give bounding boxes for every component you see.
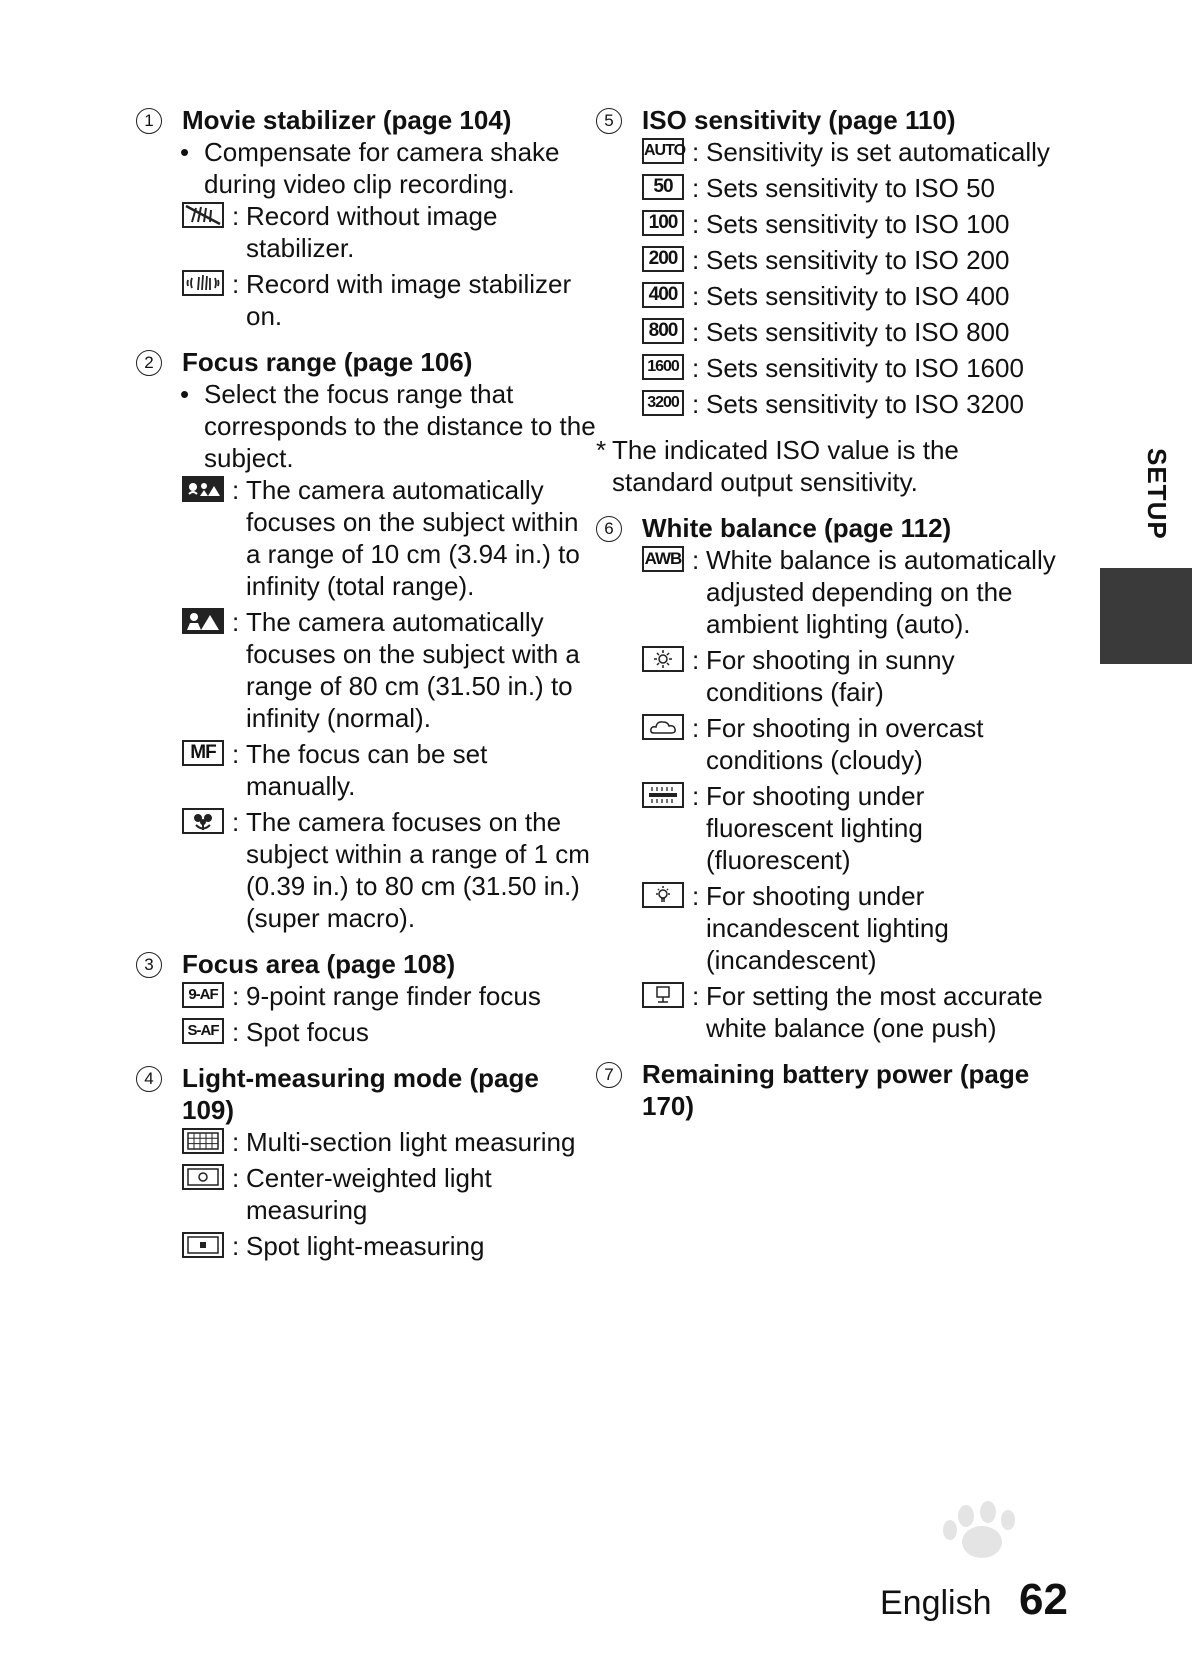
section-heading xyxy=(136,346,596,378)
list-item: MF : The focus can be set manually. xyxy=(136,738,596,802)
sunny-icon xyxy=(642,646,684,672)
macro-mountain-icon xyxy=(182,476,224,502)
section-movie-stabilizer xyxy=(136,104,596,332)
item-text: The camera automatically focuses on the subject within a range of 10 cm (3.94 in.) to infinity (total range). xyxy=(246,475,580,601)
item-text: Multi-section light measuring xyxy=(246,1127,576,1157)
item-text: For setting the most accurate white balance (one push) xyxy=(706,981,1043,1043)
list-item: : Center-weighted light measuring xyxy=(136,1162,596,1226)
list-item: AWB : White balance is automatically adjusted depending on the ambient lighting (auto). xyxy=(596,544,1056,640)
section-title: Focus range (page 106) xyxy=(182,347,473,377)
item-text: Record with image stabilizer on. xyxy=(246,269,572,331)
section-heading xyxy=(136,1062,596,1126)
list-item: 800 : Sets sensitivity to ISO 800 xyxy=(596,316,1056,348)
item-text: Sets sensitivity to ISO 50 xyxy=(706,173,996,203)
item-text: The focus can be set manually. xyxy=(246,739,488,801)
list-item: S-AF : Spot focus xyxy=(136,1016,596,1048)
section-title: Remaining battery power (page 170) xyxy=(642,1059,1030,1121)
incandescent-icon xyxy=(642,882,684,908)
list-item: : The camera automatically focuses on the subject with a range of 80 cm (31.50 in.) to infinity (normal). xyxy=(136,606,596,734)
section-number: 1 xyxy=(136,108,162,134)
super-macro-icon xyxy=(182,808,224,834)
list-item: AUTO : Sensitivity is set automatically xyxy=(644,137,1050,167)
bullet-text: • Select the focus range that corresponds to the distance to the subject. xyxy=(136,378,596,474)
fluorescent-icon xyxy=(642,782,684,808)
item-text: For shooting under fluorescent lighting (fluorescent) xyxy=(706,781,925,875)
list-item: : Record without image stabilizer. xyxy=(136,200,596,264)
item-text: Sets sensitivity to ISO 200 xyxy=(706,245,1010,275)
list-item: : The camera focuses on the subject within a range of 1 cm (0.39 in.) to 80 cm (31.50 in.) (super macro). xyxy=(136,806,596,934)
list-item: : For shooting under fluorescent lighting (fluorescent) xyxy=(596,780,1056,876)
section-heading xyxy=(596,512,1056,544)
iso-400-icon: 400 xyxy=(642,282,684,308)
list-item: 50 : Sets sensitivity to ISO 50 xyxy=(596,172,1056,204)
page-number: 62 xyxy=(1018,1575,1068,1624)
section-number: 2 xyxy=(136,350,162,376)
item-text: Spot focus xyxy=(246,1017,369,1047)
iso-footnote: * The indicated ISO value is the standard output sensitivity. xyxy=(596,435,959,497)
section-focus-area xyxy=(136,948,596,1048)
section-focus-range xyxy=(136,346,596,934)
section-number: 7 xyxy=(596,1062,622,1088)
section-title: Light-measuring mode (page 109) xyxy=(182,1063,539,1125)
list-item: : For shooting in sunny conditions (fair) xyxy=(596,644,1056,708)
list-item: 200 : Sets sensitivity to ISO 200 xyxy=(596,244,1056,276)
iso-1600-icon: 1600 xyxy=(642,354,684,380)
list-item: : Spot light-measuring xyxy=(136,1230,596,1262)
list-item: 1600 : Sets sensitivity to ISO 1600 xyxy=(596,352,1056,384)
stabilizer-on-icon xyxy=(182,270,224,296)
item-text: The camera focuses on the subject within a range of 1 cm (0.39 in.) to 80 cm (31.50 in.) (super macro). xyxy=(246,807,590,933)
list-item: : For setting the most accurate white balance (one push) xyxy=(596,980,1056,1044)
awb-icon: AWB xyxy=(642,546,684,572)
section-number: 3 xyxy=(136,952,162,978)
spot-metering-icon xyxy=(182,1232,224,1258)
iso-200-icon: 200 xyxy=(642,246,684,272)
item-text: For shooting under incandescent lighting (incandescent) xyxy=(706,881,949,975)
item-text: Sensitivity is set automatically xyxy=(706,137,1050,167)
section-heading xyxy=(596,1058,1056,1122)
item-text: The camera automatically focuses on the subject with a range of 80 cm (31.50 in.) to infinity (normal). xyxy=(246,607,580,733)
left-column xyxy=(136,104,596,1276)
note-text: The indicated ISO value is the standard output sensitivity. xyxy=(612,435,959,497)
section-title: White balance (page 112) xyxy=(642,513,952,543)
list-item: 100 : Sets sensitivity to ISO 100 xyxy=(596,208,1056,240)
side-tab xyxy=(1100,568,1192,664)
item-text: Sets sensitivity to ISO 1600 xyxy=(706,353,1024,383)
iso-auto-icon: AUTO xyxy=(642,138,684,164)
iso-50-icon: 50 xyxy=(642,174,684,200)
list-item: : For shooting under incandescent lighting (incandescent) xyxy=(596,880,1056,976)
page-footer xyxy=(880,1575,1068,1625)
list-item: 9-AF : 9-point range finder focus xyxy=(136,980,596,1012)
multi-section-icon xyxy=(182,1128,224,1154)
item-text: White balance is automatically adjusted depending on the ambient lighting (auto). xyxy=(706,545,1056,639)
section-title: ISO sensitivity (page 110) xyxy=(642,105,956,135)
right-column xyxy=(596,104,1056,1136)
item-text: Center-weighted light measuring xyxy=(246,1163,492,1225)
item-text: For shooting in overcast conditions (cloudy) xyxy=(706,713,984,775)
item-text: Spot light-measuring xyxy=(246,1231,485,1261)
bullet-text: • Compensate for camera shake during video clip recording. xyxy=(136,136,596,200)
item-text: Sets sensitivity to ISO 3200 xyxy=(706,389,1024,419)
item-text: Sets sensitivity to ISO 800 xyxy=(706,317,1010,347)
side-tab-label: SETUP xyxy=(1142,448,1172,540)
nine-point-af-icon: 9-AF xyxy=(182,982,224,1008)
section-white-balance xyxy=(596,512,1056,1044)
iso-100-icon: 100 xyxy=(642,210,684,236)
one-push-icon xyxy=(642,982,684,1008)
iso-3200-icon: 3200 xyxy=(642,390,684,416)
section-heading xyxy=(136,948,596,980)
section-number: 4 xyxy=(136,1066,162,1092)
section-iso-sensitivity xyxy=(596,104,1056,420)
list-item: 3200 : Sets sensitivity to ISO 3200 xyxy=(596,388,1056,420)
item-text: Sets sensitivity to ISO 400 xyxy=(706,281,1010,311)
list-item: 400 : Sets sensitivity to ISO 400 xyxy=(596,280,1056,312)
stabilizer-off-icon xyxy=(182,202,224,228)
person-mountain-icon xyxy=(182,608,224,634)
cloudy-icon xyxy=(642,714,684,740)
item-text: For shooting in sunny conditions (fair) xyxy=(706,645,955,707)
section-heading xyxy=(596,104,1056,136)
center-weighted-icon xyxy=(182,1164,224,1190)
iso-800-icon: 800 xyxy=(642,318,684,344)
mf-icon: MF xyxy=(182,740,224,766)
section-number: 6 xyxy=(596,516,622,542)
footer-language: English xyxy=(880,1584,992,1622)
section-title: Focus area (page 108) xyxy=(182,949,456,979)
item-text: Record without image stabilizer. xyxy=(246,201,498,263)
section-light-measuring xyxy=(136,1062,596,1262)
section-heading xyxy=(136,104,596,136)
spot-af-icon: S-AF xyxy=(182,1018,224,1044)
item-text: 9-point range finder focus xyxy=(246,981,541,1011)
list-item: : The camera automatically focuses on the subject within a range of 10 cm (3.94 in.) to infinity (total range). xyxy=(136,474,596,602)
section-title: Movie stabilizer (page 104) xyxy=(182,105,512,135)
list-item: : Multi-section light measuring xyxy=(136,1126,596,1158)
section-battery-power xyxy=(596,1058,1056,1122)
list-item: : Record with image stabilizer on. xyxy=(136,268,596,332)
item-text: Sets sensitivity to ISO 100 xyxy=(706,209,1010,239)
section-number: 5 xyxy=(596,108,622,134)
list-item: : For shooting in overcast conditions (cloudy) xyxy=(596,712,1056,776)
